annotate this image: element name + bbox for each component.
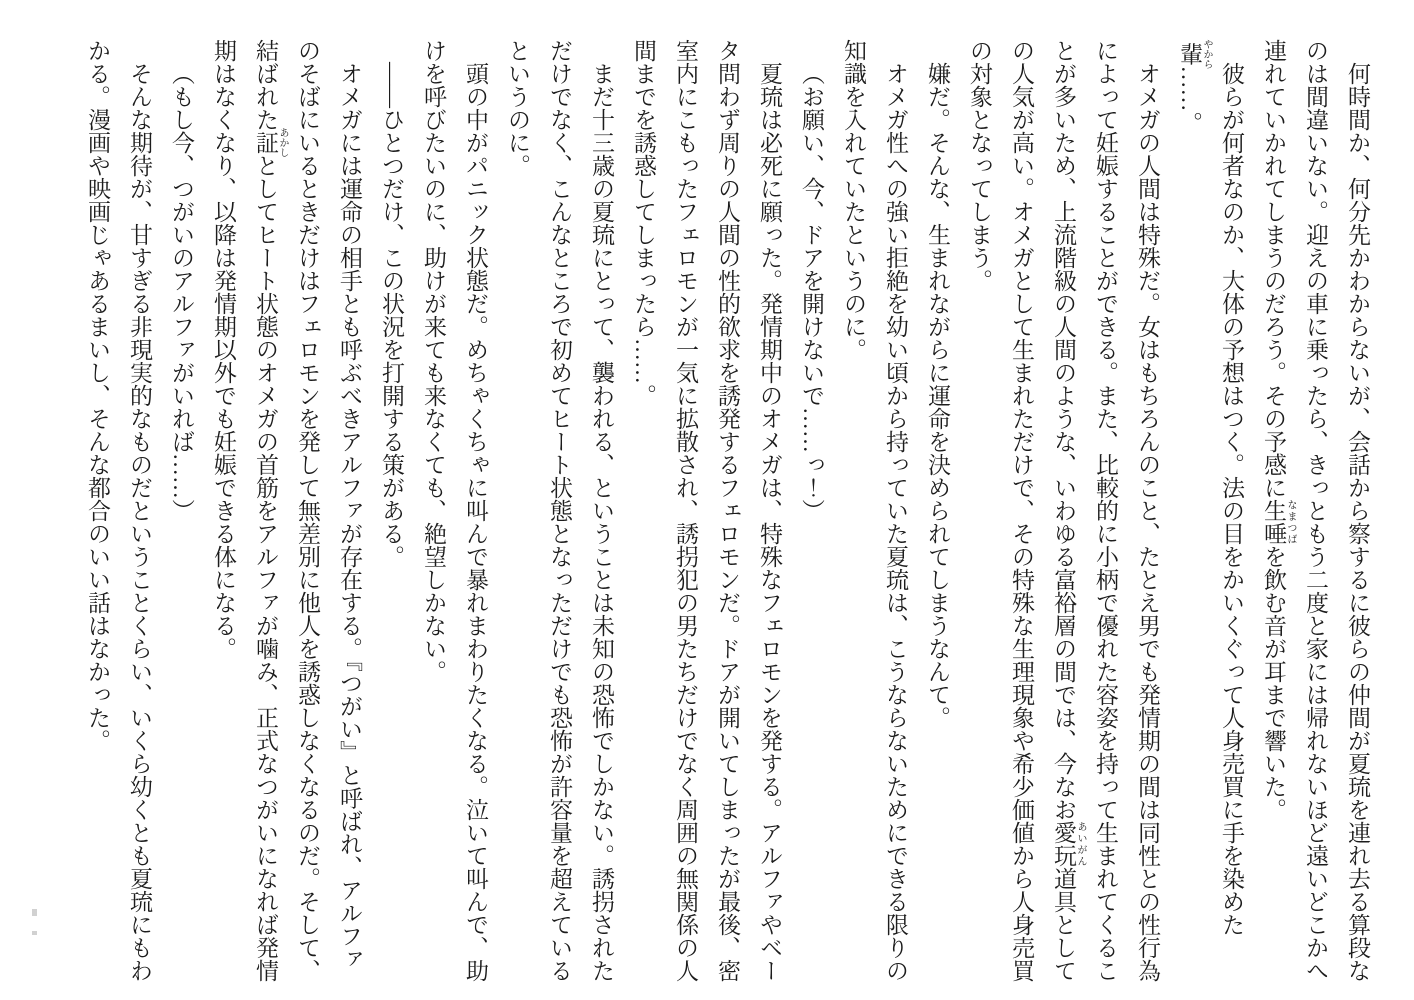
paragraph: 夏琉は必死に願った。発情期中のオメガは、特殊なフェロモンを発する。アルファやベータ問わず周りの人間の性的欲求を誘発するフェロモンだ。ドアが開いてしまったが最後、密室内にこもったフェロモンが一気に拡散され、誘拐犯の男たちだけでなく周囲の無関係の人間までを誘惑してしまったら……。 [631, 39, 782, 982]
ruby-annotated-word: 愛玩 あいがん [1051, 821, 1086, 867]
furigana: なまつば [1285, 499, 1296, 545]
paragraph: 何時間か、何分先かわからないが、会話から察するに彼らの仲間が夏琉を連れ去る算段なのは間違いない。迎えの車に乗ったら、きっともう二度と家には帰れないほど遠いどこかへ連れていかれてしまうのだろう。その予感に生唾 なまつばを飲む音が耳まで響いた。 [1261, 39, 1370, 982]
novel-text [76, 39, 1378, 987]
paragraph: ――ひとつだけ、この状況を打開する策がある。 [379, 62, 404, 568]
paragraph: （もし今、つがいのアルファがいれば……） [169, 62, 194, 522]
paragraph: まだ十三歳の夏琉にとって、襲われる、ということは未知の恐怖でしかない。誘拐されただけでなく、こんなところで初めてヒート状態となっただけでも恐怖が許容量を超えているというのに。 [505, 39, 614, 982]
paragraph: （お願い、今、ドアを開けないで……っ！） [799, 62, 824, 522]
paragraph: 頭の中がパニック状態だ。めちゃくちゃに叫んで暴れまわりたくなる。泣いて叫んで、助けを呼びたいのに、助けが来ても来なくても、絶望しかない。 [421, 39, 488, 982]
furigana: あいがん [1075, 821, 1086, 867]
ruby-annotated-word: 証 あかし [253, 127, 288, 158]
page-edge-mark [30, 909, 38, 945]
paragraph: オメガ性への強い拒絶を幼い頃から持っていた夏琉は、こうならないためにできる限りの知識を入れていたというのに。 [841, 39, 908, 982]
furigana: あかし [277, 127, 288, 158]
paragraph: 彼らが何者なのか、大体の予想はつく。法の目をかいくぐって人身売買に手を染めた輩 やから……。 [1177, 39, 1244, 936]
paragraph: オメガの人間は特殊だ。女はもちろんのこと、たとえ男でも発情期の間は同性との性行為によって妊娠することができる。また、比較的に小柄で優れた容姿を持って生まれてくることが多いため、上流階級の人間のような、いわゆる富裕層の間では、今なお愛玩 あいがん道具としての人気が高い。オメガとして生まれただけで、その特殊な生理現象や希少価値から人身売買の対象となってしまう。 [967, 39, 1160, 982]
ruby-annotated-word: 輩 やから [1177, 39, 1212, 69]
furigana: やから [1201, 39, 1212, 69]
paragraph: 嫌だ。そんな、生まれながらに運命を決められてしまうなんて。 [925, 62, 950, 729]
paragraph: そんな期待が、甘すぎる非現実的なものだということくらい、いくら幼くとも夏琉にもわかる。漫画や映画じゃあるまいし、そんな都合のいい話はなかった。 [85, 39, 152, 982]
paragraph: オメガには運命の相手とも呼ぶべきアルファが存在する。『つがい』と呼ばれ、アルファのそばにいるときだけはフェロモンを発して無差別に他人を誘惑しなくなるのだ。そして、結ばれた証 あかしとしてヒート状態のオメガの首筋をアルファが噛み、正式なつがいになれば発情期はなくなり、以降は発情期以外でも妊娠できる体になる。 [211, 39, 362, 982]
ruby-annotated-word: 生唾 なまつば [1261, 499, 1296, 545]
